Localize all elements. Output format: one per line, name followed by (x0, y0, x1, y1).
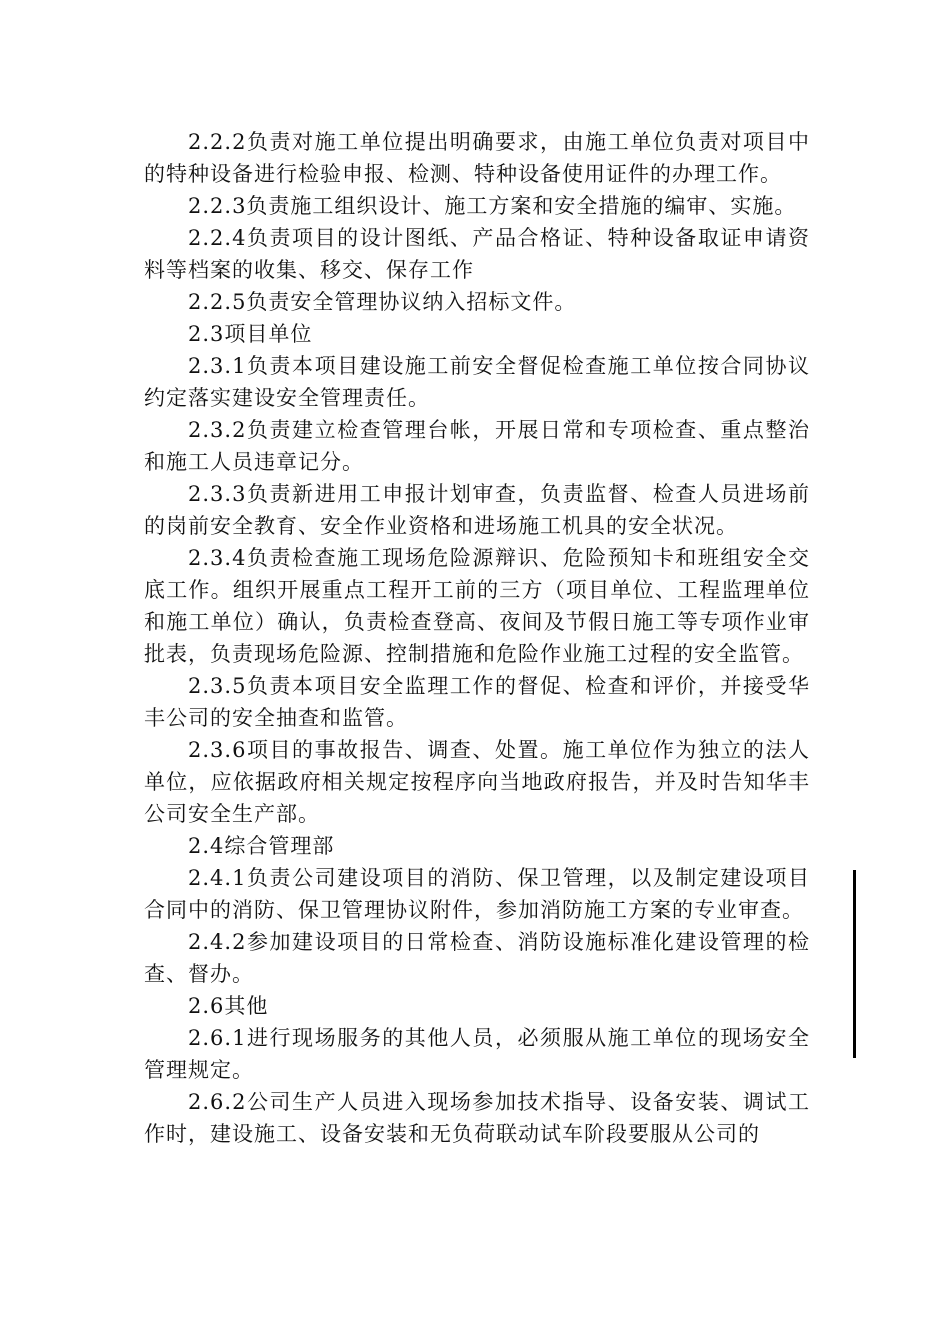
paragraph-2-6-1: 2.6.1进行现场服务的其他人员，必须服从施工单位的现场安全管理规定。 (144, 1026, 810, 1082)
paragraph-2-3-4: 2.3.4负责检查施工现场危险源辩识、危险预知卡和班组安全交底工作。组织开展重点工程开工前的三方（项目单位、工程监理单位和施工单位）确认，负责检查登高、夜间及节假日施工等专项作业审批表，负责现场危险源、控制措施和危险作业施工过程的安全监管。 (144, 546, 810, 666)
paragraph-2-4-1: 2.4.1负责公司建设项目的消防、保卫管理，以及制定建设项目合同中的消防、保卫管理协议附件，参加消防施工方案的专业审查。 (144, 866, 810, 922)
paragraph-2-3-6: 2.3.6项目的事故报告、调查、处置。施工单位作为独立的法人单位，应依据政府相关规定按程序向当地政府报告，并及时告知华丰公司安全生产部。 (144, 738, 810, 826)
section-heading-2-3: 2.3项目单位 (188, 322, 313, 346)
section-heading-2-6: 2.6其他 (188, 994, 269, 1018)
paragraph-2-3-2: 2.3.2负责建立检查管理台帐，开展日常和专项检查、重点整治和施工人员违章记分。 (144, 418, 810, 474)
paragraph-2-2-2: 2.2.2负责对施工单位提出明确要求，由施工单位负责对项目中的特种设备进行检验申报、检测、特种设备使用证件的办理工作。 (144, 130, 810, 186)
paragraph-2-3-3: 2.3.3负责新进用工申报计划审查，负责监督、检查人员进场前的岗前安全教育、安全作业资格和进场施工机具的安全状况。 (144, 482, 810, 538)
paragraph-2-3-1: 2.3.1负责本项目建设施工前安全督促检查施工单位按合同协议约定落实建设安全管理责任。 (144, 354, 810, 410)
document-body (144, 126, 810, 1150)
paragraph-2-2-5: 2.2.5负责安全管理协议纳入招标文件。 (188, 290, 577, 314)
paragraph-2-2-4: 2.2.4负责项目的设计图纸、产品合格证、特种设备取证申请资料等档案的收集、移交、保存工作 (144, 226, 810, 282)
paragraph-2-3-5: 2.3.5负责本项目安全监理工作的督促、检查和评价，并接受华丰公司的安全抽查和监管。 (144, 674, 810, 730)
margin-change-bar (853, 870, 856, 1058)
paragraph-2-4-2: 2.4.2参加建设项目的日常检查、消防设施标准化建设管理的检查、督办。 (144, 930, 810, 986)
paragraph-2-2-3: 2.2.3负责施工组织设计、施工方案和安全措施的编审、实施。 (188, 194, 797, 218)
paragraph-2-6-2: 2.6.2公司生产人员进入现场参加技术指导、设备安装、调试工作时，建设施工、设备安装和无负荷联动试车阶段要服从公司的 (144, 1090, 810, 1146)
section-heading-2-4: 2.4综合管理部 (188, 834, 335, 858)
